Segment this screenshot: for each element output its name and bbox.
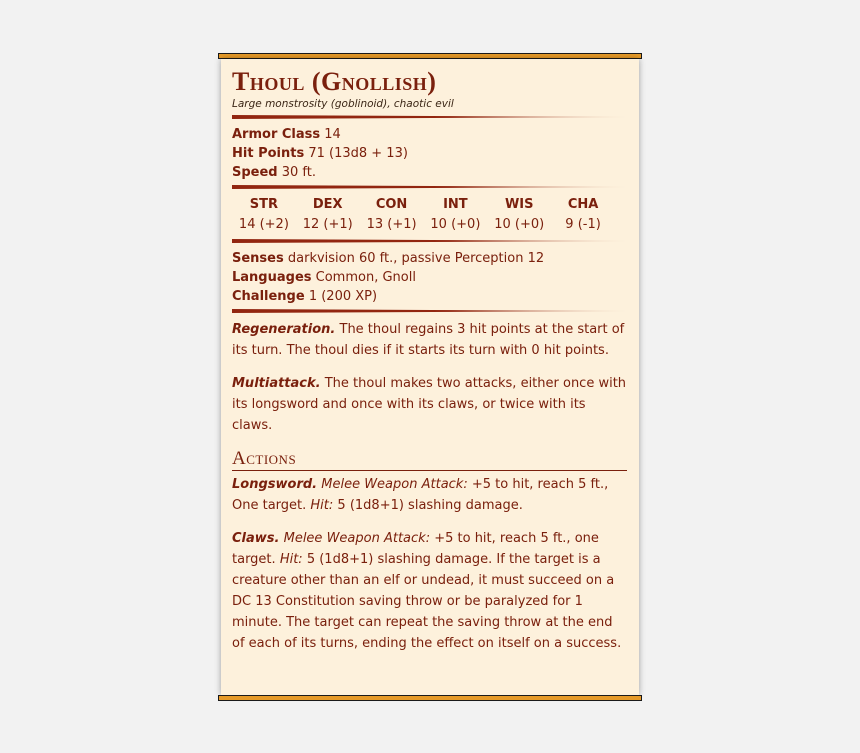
action-attack-text: +5 to hit, reach 5 ft., One target. bbox=[232, 477, 609, 513]
ability-value: 10 (+0) bbox=[430, 217, 481, 232]
action-hit-text: 5 (1d8+1) slashing damage. If the target is a creature other than an elf or undead, it must succeed on a DC 13 Constitution saving throw or be paralyzed for 1 minute. The target can repeat the saving throw at the end of each of its turns, ending the effect on itself on a success. bbox=[232, 552, 622, 651]
monster-meta: Large monstrosity (goblinoid), chaotic evil bbox=[232, 98, 454, 110]
hit-points-line bbox=[232, 144, 627, 163]
trait-regeneration bbox=[232, 319, 627, 361]
action-longsword bbox=[232, 474, 627, 516]
armor-class-line bbox=[232, 125, 627, 144]
trait-multiattack bbox=[232, 373, 627, 436]
ability-value: 13 (+1) bbox=[366, 217, 417, 232]
hit-points-label: Hit Points bbox=[232, 146, 305, 161]
action-hit-label: Hit: bbox=[310, 498, 334, 513]
action-claws bbox=[232, 528, 627, 654]
languages-label: Languages bbox=[232, 270, 312, 285]
trait-text: The thoul regains 3 hit points at the start of its turn. The thoul dies if it starts its turn with 0 hit points. bbox=[232, 322, 625, 358]
action-attack-text: +5 to hit, reach 5 ft., one target. bbox=[232, 531, 599, 567]
ability-value: 14 (+2) bbox=[238, 217, 289, 232]
ability-label: DEX bbox=[312, 197, 343, 212]
action-attack-type: Melee Weapon Attack: bbox=[321, 477, 468, 492]
trait-name: Multiattack. bbox=[232, 376, 321, 391]
action-attack-type: Melee Weapon Attack: bbox=[283, 531, 431, 546]
actions-heading: Actions bbox=[232, 448, 627, 471]
trait-text: The thoul makes two attacks, either once with its longsword and once with its claws, or twice with its claws. bbox=[232, 376, 627, 433]
challenge-line bbox=[232, 287, 627, 306]
speed-value: 30 ft. bbox=[281, 165, 317, 180]
stat-block-sheet bbox=[221, 59, 639, 695]
ability-con bbox=[360, 195, 424, 235]
stat-block-card bbox=[218, 53, 642, 701]
speed-line bbox=[232, 163, 627, 182]
ability-cha bbox=[551, 195, 615, 235]
ability-label: STR bbox=[249, 197, 279, 212]
action-name: Claws. bbox=[232, 531, 280, 546]
ability-label: INT bbox=[443, 197, 468, 212]
tapered-rule bbox=[232, 115, 627, 119]
ability-str bbox=[232, 195, 296, 235]
ability-value: 10 (+0) bbox=[494, 217, 545, 232]
languages-value: Common, Gnoll bbox=[315, 270, 416, 285]
ability-value: 12 (+1) bbox=[302, 217, 353, 232]
senses-label: Senses bbox=[232, 251, 284, 266]
tapered-rule bbox=[232, 185, 627, 189]
armor-class-value: 14 bbox=[324, 127, 341, 142]
monster-name: Thoul (Gnollish) bbox=[232, 67, 437, 96]
ability-label: CHA bbox=[567, 197, 599, 212]
ability-wis bbox=[487, 195, 551, 235]
languages-line bbox=[232, 268, 627, 287]
challenge-value: 1 (200 XP) bbox=[308, 289, 378, 304]
challenge-label: Challenge bbox=[232, 289, 305, 304]
ability-int bbox=[423, 195, 487, 235]
tapered-rule bbox=[232, 309, 627, 313]
ability-scores bbox=[232, 195, 627, 235]
tapered-rule bbox=[232, 239, 627, 243]
trait-name: Regeneration. bbox=[232, 322, 336, 337]
ability-label: CON bbox=[375, 197, 408, 212]
ability-value: 9 (-1) bbox=[565, 217, 601, 232]
action-hit-text: 5 (1d8+1) slashing damage. bbox=[337, 498, 523, 513]
ability-dex bbox=[296, 195, 360, 235]
bottom-border-bar bbox=[218, 695, 642, 701]
senses-line bbox=[232, 249, 627, 268]
armor-class-label: Armor Class bbox=[232, 127, 321, 142]
senses-value: darkvision 60 ft., passive Perception 12 bbox=[287, 251, 545, 266]
hit-points-value: 71 (13d8 + 13) bbox=[308, 146, 408, 161]
action-hit-label: Hit: bbox=[279, 552, 303, 567]
ability-label: WIS bbox=[504, 197, 534, 212]
speed-label: Speed bbox=[232, 165, 278, 180]
action-name: Longsword. bbox=[232, 477, 318, 492]
